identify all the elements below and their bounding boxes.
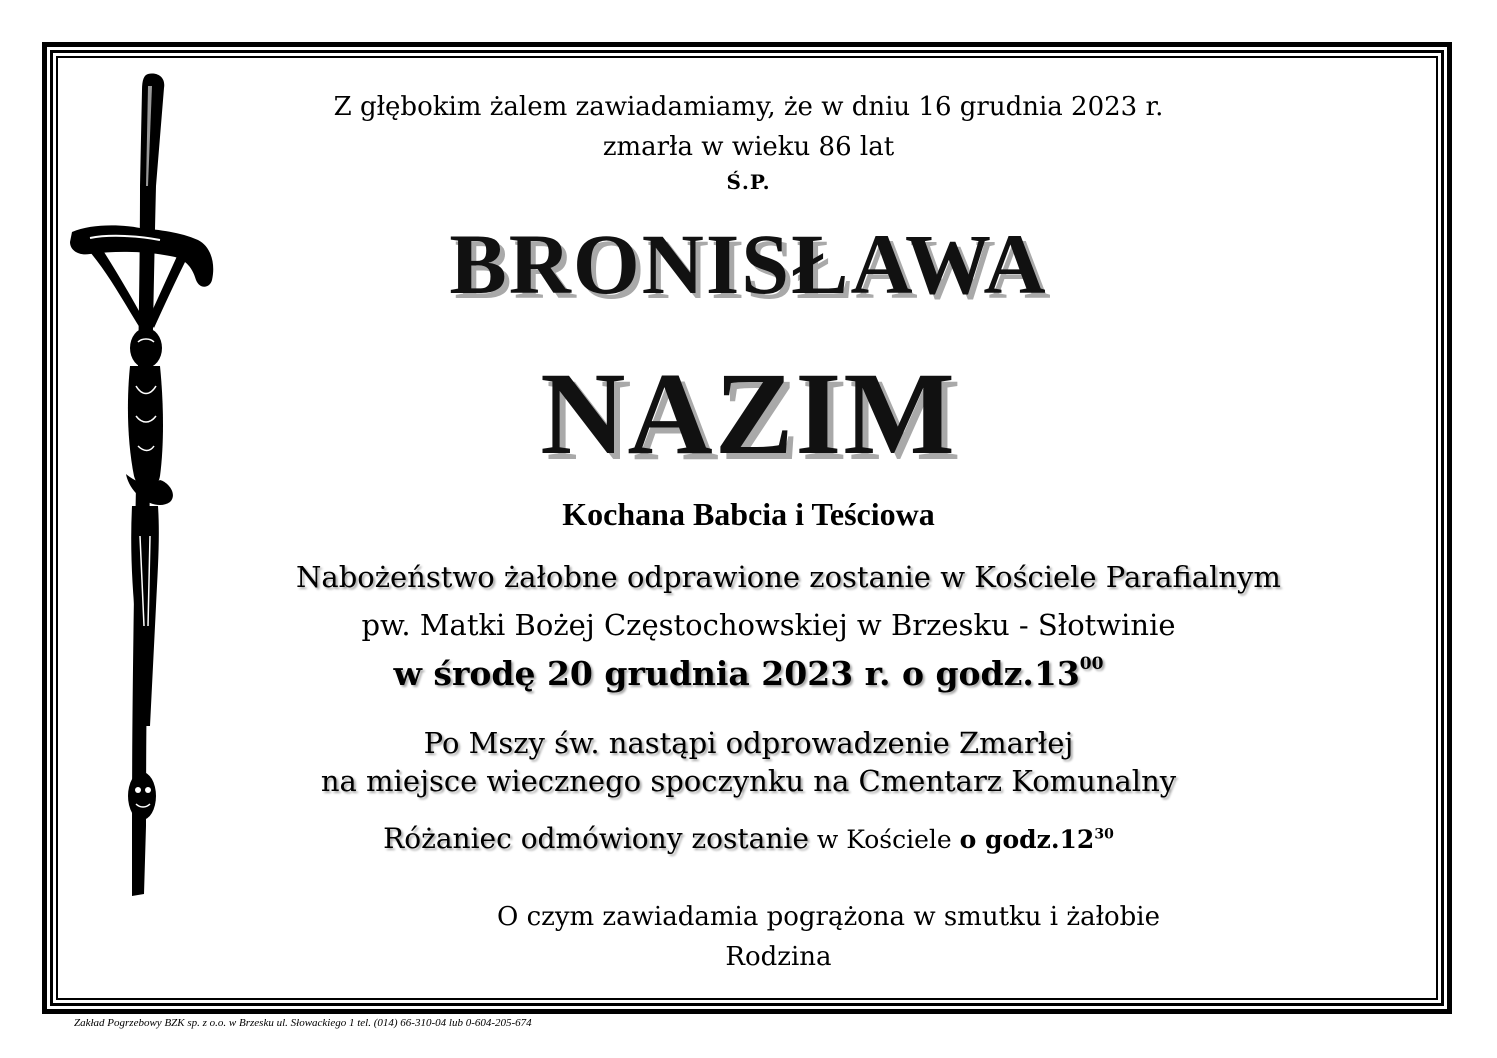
funeral-home-footer: Zakład Pogrzebowy BZK sp. z o.o. w Brzesku ul. Słowackiego 1 tel. (014) 66-310-04 lub 0-604-205-674: [74, 1017, 532, 1029]
procession-line-2: na miejsce wiecznego spoczynku na Cmentarz Komunalny: [320, 764, 1177, 798]
closing-line-1: O czym zawiadamia pogrążona w smutku i żałobie: [496, 902, 1160, 932]
service-date-text: w środę 20 grudnia 2023 r. o godz.13: [393, 654, 1080, 693]
rosary-line: [0, 822, 1497, 855]
intro-line-2: zmarła w wieku 86 lat: [602, 132, 895, 162]
service-line-1-place: w Kościele Parafialnym: [930, 560, 1281, 594]
rosary-time-minutes: 30: [1094, 826, 1114, 843]
family-relation-subtitle: Kochana Babcia i Teściowa: [562, 496, 935, 532]
intro-line-1: Z głębokim żalem zawiadamiamy, że w dniu 16 grudnia 2023 r.: [333, 92, 1164, 122]
rosary-text-place: w Kościele: [808, 825, 960, 854]
rosary-time: o godz.12: [959, 825, 1095, 854]
service-line-1: [40, 560, 1497, 594]
service-time-minutes: 00: [1079, 654, 1104, 674]
closing-signature: Rodzina: [725, 942, 832, 972]
rosary-text-main: Różaniec odmówiony zostanie: [383, 822, 809, 855]
service-date-line: [0, 654, 1497, 693]
deceased-first-name: BRONISŁAWA: [449, 216, 1048, 312]
procession-line-1: Po Mszy św. nastąpi odprowadzenie Zmarłej: [423, 726, 1074, 760]
sp-abbreviation: Ś.P.: [726, 170, 771, 194]
service-line-2: pw. Matki Bożej Częstochowskiej w Brzesku - Słotwinie: [361, 608, 1176, 642]
service-line-1-main: Nabożeństwo żałobne odprawione zostanie: [296, 560, 931, 594]
deceased-last-name: NAZIM: [540, 348, 957, 479]
